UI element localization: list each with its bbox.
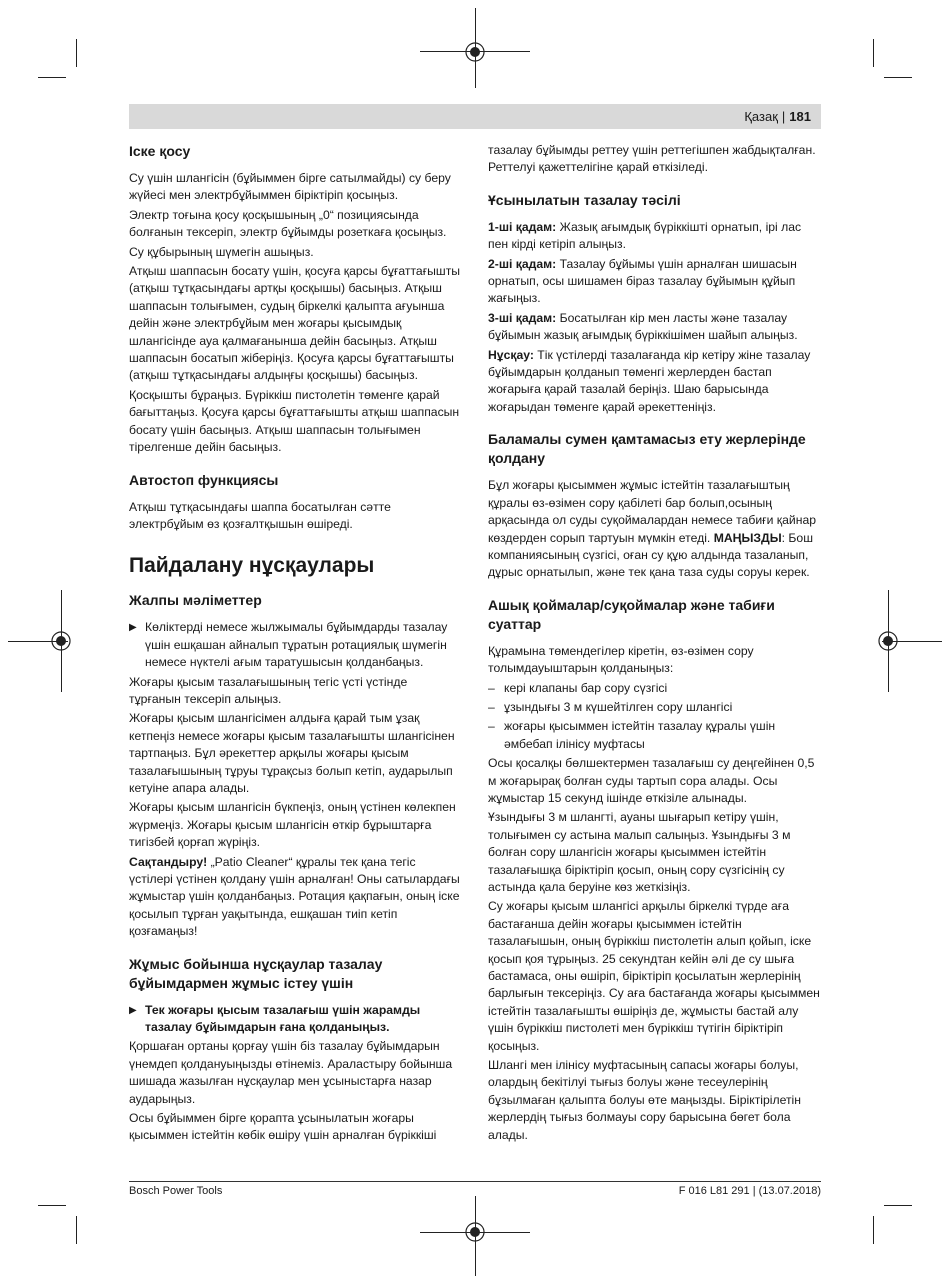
list-item xyxy=(488,718,821,753)
page-header xyxy=(129,104,821,129)
step-paragraph xyxy=(488,310,821,345)
section-heading: Ашық қоймалар/суқоймалар және табиғи суаттар xyxy=(488,596,775,632)
section-heading: Жалпы мәліметтер xyxy=(129,592,262,609)
crop-mark xyxy=(76,1216,77,1244)
list-item xyxy=(488,680,821,697)
triangle-bullet-icon: ▶ xyxy=(129,622,137,634)
header-separator: | xyxy=(781,109,786,124)
paragraph: Осы қосалқы бөлшектермен тазалағыш су деңгейінен 0,5 м жоғарырақ болған суды тартып сора алады. Осы жұмыстар 15 секунд ішінде өткізіле алынады. xyxy=(488,756,815,805)
right-column xyxy=(488,142,821,1146)
paragraph-text: Бұл жоғары қысыммен жұмыс істейтін тазалағыштың құралы өз-өзімен сору қабілеті бар болып,осының арқасында ол суды суқоймалардан немесе табиғи қайнар көздерден сорып тартуын мүмкін етеді. xyxy=(488,478,817,545)
section-heading: Іске қосу xyxy=(129,143,191,159)
step-paragraph xyxy=(488,256,821,308)
crop-mark xyxy=(76,39,77,67)
section-heading: Баламалы сумен қамтамасыз ету жерлерінде қолдану xyxy=(488,431,806,467)
bullet-text: Тек жоғары қысым тазалағыш үшін жарамды тазалау бұйымдарын ғана қолданыңыз. xyxy=(145,1002,421,1035)
step-text: Жазық ағымдық бүріккішті орнатып, ірі лас пен кірді кетіріп алыңыз. xyxy=(488,219,802,252)
paragraph: Жоғары қысым тазалағышының тегіс үсті үстінде тұрғанын тексеріп алыңыз. xyxy=(129,674,408,706)
crop-mark xyxy=(38,77,66,78)
list-item-text: жоғары қысыммен істейтін тазалау құралы үшін әмбебап ілінісу муфтасы xyxy=(504,719,776,751)
note-label: Нұсқау: xyxy=(488,347,534,362)
crop-mark xyxy=(873,39,874,67)
footer-brand: Bosch Power Tools xyxy=(129,1185,223,1197)
paragraph: Су жоғары қысым шлангісі арқылы біркелкі түрде аға бастағанша дейін жоғары қысыммен істейтін тазалағышын, оның бүріккіш пистолетін алып қойып, іске қосып қоя тұрыңыз. 25 секундтан кейін әлі де су шыға бастамаса, оны өшіріп, біріктіріп қосылатын жерлерінің барлығын тексеріңіз. Су аға бастағанда жоғары қысыммен істейтін тазалағышты өшіріңіз де, жұмысты бастай алу үшін бүріккіш пистолеті мен бүріккіш түтігін біріктіріп қосыңыз. xyxy=(488,899,820,1053)
page-number: 181 xyxy=(789,109,811,124)
paragraph-text: : Бош компаниясының сүзгісі, оған су құю алдында тазаланып, дұрыс орнатылып, және тек қана таза суды соруы керек. xyxy=(488,530,813,580)
list-item-text: ұзындығы 3 м күшейтілген сору шлангісі xyxy=(504,699,733,714)
registration-target-icon xyxy=(50,630,72,652)
registration-target-icon xyxy=(464,1221,486,1243)
section-heading: Автостоп функциясы xyxy=(129,471,279,488)
footer-doc-number: F 016 L81 291 | (13.07.2018) xyxy=(678,1185,821,1197)
paragraph: Қоршаған ортаны қорғау үшін біз тазалау бұйымдарын үнемдеп қолдануыңызды өтінеміз. Араластыру бойынша шишада жазылған нұсқаулар мен ұсыныстарға назар аударыңыз. xyxy=(129,1039,453,1106)
paragraph: Су құбырының шүмегін ашыңыз. xyxy=(129,244,314,259)
warning-bullet xyxy=(129,1002,462,1037)
caution-text: „Patio Cleaner“ құралы тек қана тегіс үстілері үстінен қолдану үшін арналған! Оны сатылардағы жұмыстар үшін қолданбаңыз. Ротация қақпағын, оның іске қосылып тұрған уақытында, ешқашан тиіп кетіп қозғамаңыз! xyxy=(129,854,460,939)
dash-bullet: – xyxy=(488,680,495,695)
paragraph: Атқыш шаппасын босату үшін, қосуға қарсы бұғаттағышты (атқыш тұтқасындағы артқы қосқышы) басыңыз. Атқыш шаппасын толығымен, судың біркелкі қалыпта ағуынша дейін және электрбұйым мен жоғары қысымдық шлангісінде ауа қалмағанынша дейін басыңыз. Атқыш шаппасын босатып жіберіңіз. Қосуға қарсы бұғаттағышты (атқыш тұтқасындағы алдыңғы қосқышы) басыңыз. xyxy=(129,264,461,383)
step-label: 1-ші қадам: xyxy=(488,219,557,234)
bullet-text: Көліктерді немесе жылжымалы бұйымдарды тазалау үшін ешқашан айналып тұратын ротациялық шүмегін немесе нүктелі ағым таратушысын қолданбаңыз. xyxy=(145,620,448,670)
dash-bullet: – xyxy=(488,719,495,734)
crop-mark xyxy=(884,1205,912,1206)
crop-mark xyxy=(38,1205,66,1206)
list-item xyxy=(488,699,821,716)
footer-rule xyxy=(129,1181,821,1182)
paragraph: Құрамына төмендегілер кіретін, өз-өзімен сору толымдауыштарын қолданыңыз: xyxy=(488,643,754,676)
important-label: МАҢЫЗДЫ xyxy=(713,530,782,545)
paragraph: Ұзындығы 3 м шлангті, ауаны шығарып кетіру үшін, толығымен су астына малып салыңыз. Ұзындығы 3 м болған сору шлангісін жоғары қысыммен істейтін тазалағышқа біріктіріп қосып, оның сору сүзгісінің су астында қала беруіне көз жеткізіңіз. xyxy=(488,810,791,894)
paragraph xyxy=(488,477,821,581)
triangle-bullet-icon: ▶ xyxy=(129,1004,137,1016)
note-text: Тік үстілерді тазалағанда кір кетіру жіне тазалау бұйымдарын қолданып төменгі жерлерден бастап жоғарыға қарай тазалай беріңіз. Шаю барысында жоғарыдан төменге қарай әрекеттеніңіз. xyxy=(488,347,811,414)
section-heading: Ұсынылатын тазалау тәсілі xyxy=(488,191,681,208)
list-item-text: кері клапаны бар сору сүзгісі xyxy=(504,680,668,695)
registration-target-icon xyxy=(877,630,899,652)
paragraph: Атқыш тұтқасындағы шаппа босатылған сәтте электрбұйым өз қозғалтқышын өшіреді. xyxy=(129,499,391,531)
chapter-title: Пайдалану нұсқаулары xyxy=(129,554,375,578)
warning-bullet xyxy=(129,619,462,671)
note-paragraph xyxy=(488,347,821,417)
step-paragraph xyxy=(488,219,821,254)
left-column xyxy=(129,142,462,1147)
paragraph: тазалау бұйымды реттеу үшін реттегішпен жабдықталған. Реттелуі қажеттелігіне қарай өткізіледі. xyxy=(488,143,816,175)
step-label: 3-ші қадам: xyxy=(488,310,557,325)
paragraph: Қосқышты бұраңыз. Бүріккіш пистолетін төменге қарай бағыттаңыз. Қосуға қарсы бұғаттағышты атқыш шаппасын босату үшін басыңыз. Атқыш шаппасын толығымен тірелгенше дейін басыңыз. xyxy=(129,387,460,455)
step-text: Тазалау бұйымы үшін арналған шишасын орнатып, осы шишамен біраз тазалау бұйымын құйып жағыңыз. xyxy=(488,256,797,306)
paragraph xyxy=(129,854,462,941)
caution-label: Сақтандыру! xyxy=(129,854,208,869)
step-text: Босатылған кір мен ласты және тазалау бұйымын жазық ағымдық бүріккішімен шайып алыңыз. xyxy=(488,310,798,343)
paragraph: Су үшін шлангісін (бұйыммен бірге сатылмайды) су беру жүйесі мен электрбұйыммен біріктіріп қосыңыз. xyxy=(129,171,451,203)
header-text xyxy=(744,108,811,125)
paragraph: Электр тоғына қосу қосқышының „0“ позициясында болғанын тексеріп, электр бұйымды розеткаға қосыңыз. xyxy=(129,207,447,240)
header-language: Қазақ xyxy=(744,109,778,124)
crop-mark xyxy=(884,77,912,78)
crop-mark xyxy=(873,1216,874,1244)
paragraph: Шлангі мен ілінісу муфтасының сапасы жоғары болуы, олардың бекітілуі тығыз болуы және тесеулерінің бұзылмаған қалыпта болуы өте маңызды. Біріктірілетін жерлердің тығыз болмауы сору барысына бөгет бола алады. xyxy=(488,1058,801,1142)
paragraph: Осы бұйыммен бірге қорапта ұсынылатын жоғары қысыммен істейтін көбік өшіру үшін арналған бүріккіші xyxy=(129,1111,437,1143)
registration-target-icon xyxy=(464,41,486,63)
paragraph: Жоғары қысым шлангісімен алдыға қарай тым ұзақ кетпеңіз немесе жоғары қысым тазалағышты шлангісінен тартпаңыз. Бұл әрекеттер арқылы жоғары қысым тазалағышының тұруы тұрақсыз болып кетіп, аударылып кетуіне апара алады. xyxy=(129,711,455,795)
paragraph: Жоғары қысым шлангісін бүкпеңіз, оның үстінен көлекпен жүрмеңіз. Жоғары қысым шлангісін өткір бұрыштарға тигізбей қорғап жүріңіз. xyxy=(129,800,456,850)
dash-bullet: – xyxy=(488,699,495,714)
section-heading: Жұмыс бойынша нұсқаулар тазалау бұйымдармен жұмыс істеу үшін xyxy=(129,955,383,991)
step-label: 2-ші қадам: xyxy=(488,256,557,271)
